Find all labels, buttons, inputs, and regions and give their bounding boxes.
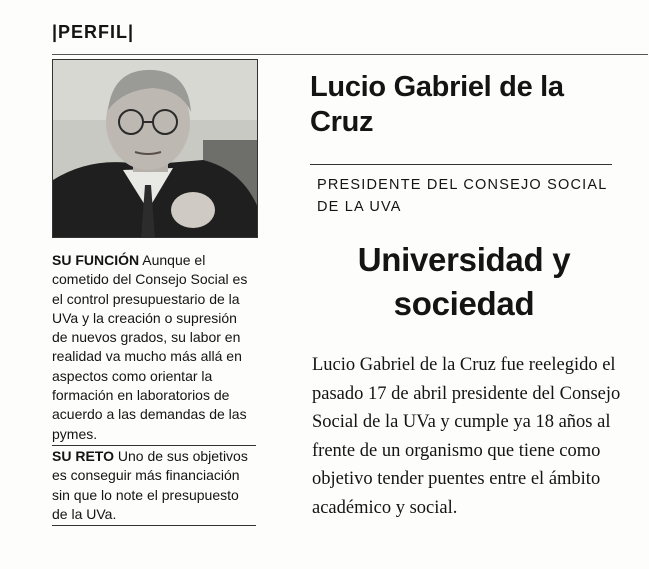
sidebar-box	[52, 251, 256, 527]
reto-label: SU RETO	[52, 447, 114, 464]
article-headline: Universidad y sociedad	[357, 241, 571, 322]
reto-paragraph	[52, 447, 256, 524]
person-name: Lucio Gabriel de la Cruz	[310, 71, 564, 138]
article-body: Lucio Gabriel de la Cruz fue reelegido el pasado 17 de abril presidente del Consejo Social de la UVa y cumple ya 18 años al frente de un organismo que tiene como objetivo tender puentes entre el ámbito académico y social.	[312, 355, 621, 518]
top-divider	[52, 54, 648, 55]
name-divider	[310, 164, 612, 165]
sidebar-bottom-rule	[52, 525, 256, 526]
funcion-text: Aunque el cometido del Consejo Social es el control presupuestario de la UVa y la creación o supresión de nuevos grados, su labor en realidad va mucho más allá en aspectos como orientar la formación en laboratorios de acuerdo a las demandas de las pymes.	[52, 252, 248, 442]
portrait-icon	[53, 60, 258, 238]
portrait-photo	[52, 59, 258, 238]
funcion-label: SU FUNCIÓN	[52, 252, 140, 268]
person-role: PRESIDENTE DEL CONSEJO SOCIAL DE LA UVA	[317, 177, 607, 215]
section-tag: |PERFIL|	[52, 22, 135, 42]
funcion-paragraph	[52, 251, 256, 444]
sidebar-divider	[52, 445, 256, 446]
reto-text: Uno de sus objetivos es conseguir más financiación sin que lo note el presupuesto de la UVa.	[52, 447, 248, 522]
